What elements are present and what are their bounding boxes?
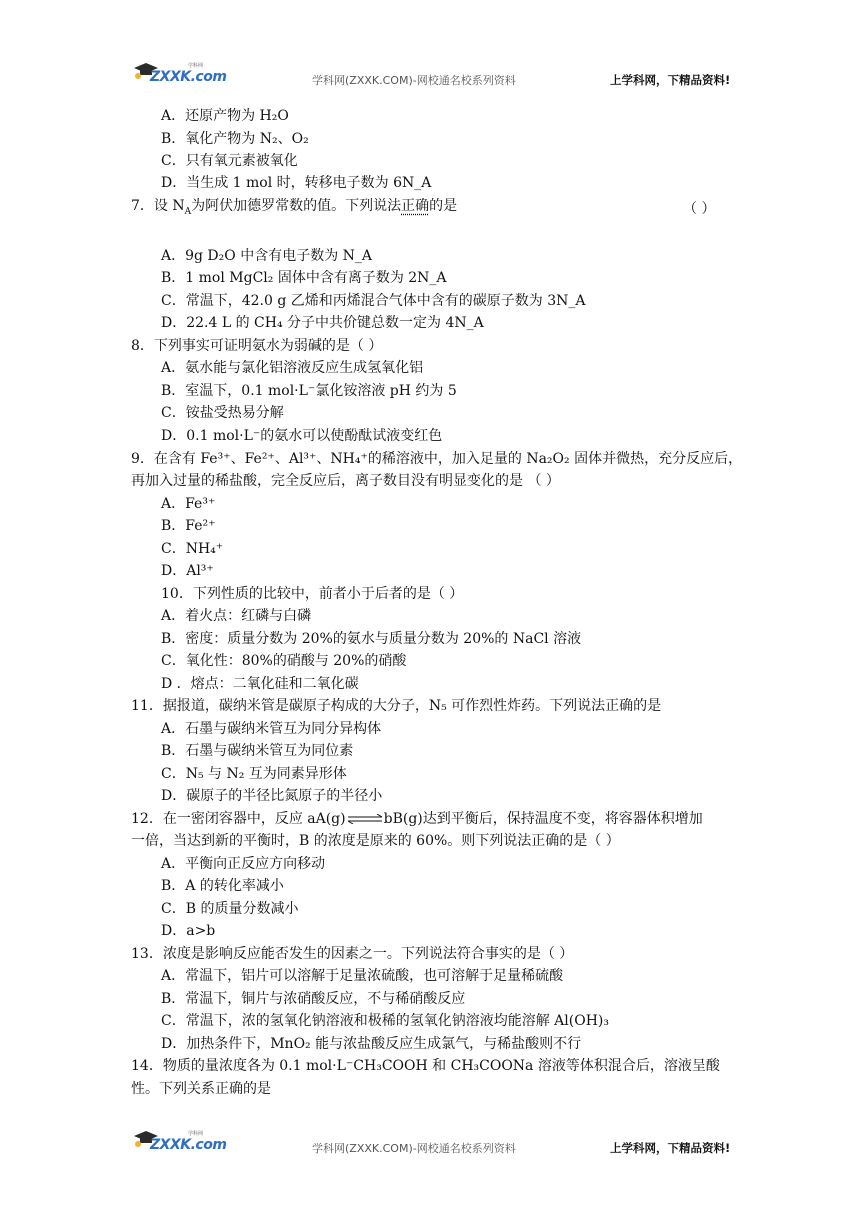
q7-stem-mid: 为阿伏加德罗常数的值。下列说法 — [191, 198, 402, 214]
q9-option-c: C．NH₄⁺ — [161, 541, 224, 557]
q8-option-d: D．0.1 mol·L⁻的氨水可以使酚酞试液变红色 — [161, 428, 443, 444]
q13-option-a: A．常温下，铝片可以溶解于足量浓硫酸，也可溶解于足量稀硫酸 — [161, 968, 564, 984]
footer-right-text: 上学科网，下精品资料! — [610, 1141, 731, 1155]
q8-stem: 8．下列事实可证明氨水为弱碱的是（ ） — [131, 338, 383, 354]
q8-option-a: A．氨水能与氯化铝溶液反应生成氢氧化铝 — [161, 360, 424, 376]
q8-option-c: C．铵盐受热易分解 — [161, 405, 284, 421]
q7-stem — [131, 198, 458, 217]
q11-option-d: D．碳原子的半径比氮原子的半径小 — [161, 788, 383, 804]
logo-small-text: 学科网 — [188, 63, 204, 69]
q14-stem-line2: 性。下列关系正确的是 — [131, 1081, 271, 1097]
q10-option-c: C．氧化性：80%的硝酸与 20%的硝酸 — [161, 653, 407, 669]
page-footer — [0, 1126, 860, 1166]
q7-option-c: C．常温下，42.0 g 乙烯和丙烯混合气体中含有的碳原子数为 3N_A — [161, 293, 586, 309]
q13-option-d: D．加热条件下，MnO₂ 能与浓盐酸反应生成氯气，与稀盐酸则不行 — [161, 1036, 582, 1052]
q13-stem: 13．浓度是影响反应能否发生的因素之一。下列说法符合事实的是（ ） — [131, 946, 574, 962]
q6-option-b: B．氧化产物为 N₂、O₂ — [161, 131, 309, 147]
logo-text: ZXXK.com — [150, 69, 227, 85]
q12-stem-post: bB(g)达到平衡后，保持温度不变，将容器体积增加 — [383, 811, 703, 827]
q6-option-d: D．当生成 1 mol 时，转移电子数为 6N_A — [161, 175, 432, 191]
q9-option-d: D．Al³⁺ — [161, 563, 214, 579]
q12-option-c: C．B 的质量分数减小 — [161, 901, 299, 917]
q8-option-b: B．室温下，0.1 mol·L⁻氯化铵溶液 pH 约为 5 — [161, 383, 457, 399]
q13-option-c: C．常温下，浓的氢氧化钠溶液和极稀的氢氧化钠溶液均能溶解 Al(OH)₃ — [161, 1013, 609, 1029]
q9-option-b: B．Fe²⁺ — [161, 518, 216, 534]
q7-stem-pre: 7．设 N — [131, 198, 185, 214]
header-right-text: 上学科网，下精品资料! — [610, 73, 731, 87]
q13-option-b: B．常温下，铜片与浓硝酸反应，不与稀硝酸反应 — [161, 991, 466, 1007]
zxxk-logo — [130, 60, 227, 88]
q9-stem-line1: 9．在含有 Fe³⁺、Fe²⁺、Al³⁺、NH₄⁺的稀溶液中，加入足量的 Na₂O₂ 固体并微热，充分反应后， — [131, 451, 743, 467]
q10-stem: 10．下列性质的比较中，前者小于后者的是（ ） — [161, 586, 464, 602]
q12-option-b: B．A 的转化率减小 — [161, 878, 284, 894]
q7-option-d: D．22.4 L 的 CH₄ 分子中共价键总数一定为 4N_A — [161, 315, 484, 331]
q7-stem-sub: A — [184, 206, 192, 217]
q10-option-b: B．密度：质量分数为 20%的氨水与质量分数为 20%的 NaCl 溶液 — [161, 631, 582, 647]
q7-option-b: B．1 mol MgCl₂ 固体中含有离子数为 2N_A — [161, 270, 447, 286]
header-center-text: 学科网(ZXXK.COM)-网校通名校系列资料 — [312, 74, 516, 87]
logo-text: ZXXK.com — [150, 1137, 227, 1153]
q11-option-c: C．N₅ 与 N₂ 互为同素异形体 — [161, 766, 347, 782]
q10-option-a: A．着火点：红磷与白磷 — [161, 608, 312, 624]
q11-option-b: B．石墨与碳纳米管互为同位素 — [161, 743, 354, 759]
q14-stem-line1: 14．物质的量浓度各为 0.1 mol·L⁻CH₃COOH 和 CH₃COONa 溶液等体积混合后，溶液呈酸 — [131, 1058, 720, 1074]
q7-answer-paren: （ ） — [683, 201, 716, 217]
q10-option-d: D ．熔点：二氧化硅和二氧化碳 — [161, 676, 359, 692]
q11-option-a: A．石墨与碳纳米管互为同分异构体 — [161, 721, 382, 737]
page-header — [0, 58, 860, 98]
zxxk-logo-footer — [130, 1128, 227, 1156]
logo-small-text: 学科网 — [188, 1131, 204, 1137]
q9-stem-line2: 再加入过量的稀盐酸，完全反应后，离子数目没有明显变化的是 （ ） — [131, 473, 560, 489]
equilibrium-arrow-icon — [346, 814, 384, 824]
q9-option-a: A．Fe³⁺ — [161, 496, 216, 512]
q6-option-a: A．还原产物为 H₂O — [161, 108, 289, 124]
q12-stem-line1 — [131, 811, 703, 827]
q7-stem-post: 的是 — [429, 198, 458, 214]
footer-center-text: 学科网(ZXXK.COM)-网校通名校系列资料 — [312, 1142, 516, 1155]
q6-option-c: C．只有氧元素被氧化 — [161, 153, 298, 169]
q7-option-a: A．9g D₂O 中含有电子数为 N_A — [161, 248, 373, 264]
q12-stem-pre: 12．在一密闭容器中，反应 aA(g) — [131, 811, 346, 827]
q11-stem: 11．据报道，碳纳米管是碳原子构成的大分子，N₅ 可作烈性炸药。下列说法正确的是 — [131, 698, 662, 714]
q12-option-a: A．平衡向正反应方向移动 — [161, 856, 326, 872]
q7-stem-emphasis: 正确 — [401, 198, 430, 214]
q12-stem-line2: 一倍，当达到新的平衡时，B 的浓度是原来的 60%。则下列说法正确的是（ ） — [131, 833, 620, 849]
q12-option-d: D．a>b — [161, 923, 216, 939]
